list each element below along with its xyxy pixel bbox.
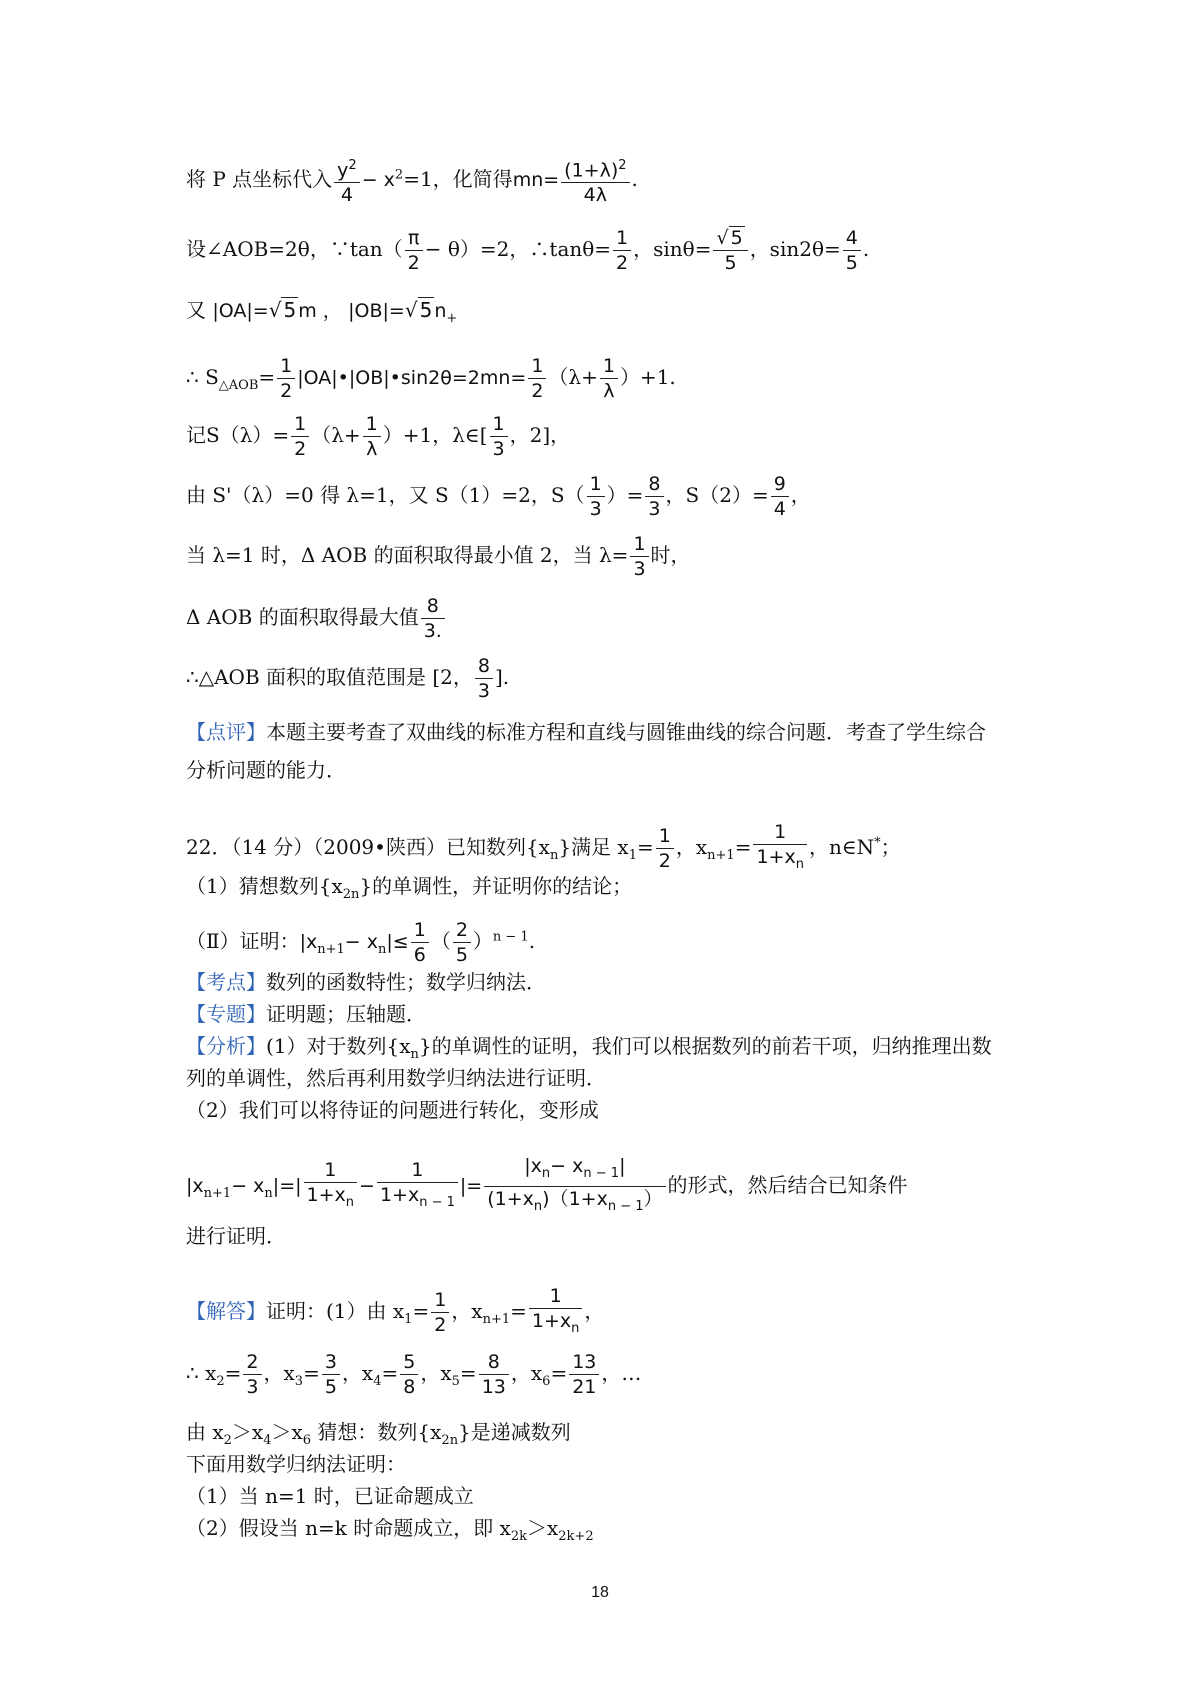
- solution-tag: 【解答】: [186, 1298, 266, 1323]
- solution-line: ∴ $x_2=$ $\frac{2}{3}$ ，$x_3=$ $\frac{3}{5}$ ，$x_4=$ $\frac{5}{8}$ ，$x_5=$ $\frac{8}{13}$ ，$x_6=$ $\frac{13}{21}$ ，…: [186, 1351, 642, 1398]
- problem-part: （Ⅱ）证明：$|x_{n+1}- x_n|\le$ $\frac{1}{6}$ （ $\frac{2}{5}$ ）$^{n - 1}$.: [186, 919, 536, 966]
- solution-line: 【解答】证明：(1）由 $x_1=$ $\frac{1}{2}$ ，$x_{n+1}=$ $\frac{1}{1+x_n}$ ，: [186, 1285, 605, 1336]
- keypoint-tag: 【考点】: [186, 970, 266, 994]
- equation-line: 记S（λ）= $\frac{1}{2}$ （λ+ $\frac{1}{\lambda}$ ）+1，λ∈[ $\frac{1}{3}$ ，2]，: [186, 413, 571, 460]
- text-line: ∴△AOB 面积的取值范围是 [2， $\frac{8}{3}$ ].: [186, 655, 510, 702]
- equation-line: ∴ $S_{\triangle AOB}=$ $\frac{1}{2}$ |OA|•|OB|•sin2θ=2mn= $\frac{1}{2}$ （λ+ $\frac{1}{\lambda}$ ）+1.: [186, 355, 676, 402]
- equation-line: $|x_{n+1}- x_n|=|$ $\frac{1}{1+x_n}$ − $\frac{1}{1+x_{n - 1}}$ |= $\frac{|x_n- x_{n - 1}|}{(1+x_n)(1+x_{n - 1})}$ 的形式，然后结合已知条件: [186, 1155, 908, 1214]
- topic-line: 【专题】证明题；压轴题．: [186, 1002, 426, 1026]
- equation-line: 设∠AOB=2θ，∵tan（ $\frac{\pi}{2}$ − θ）=2，∴tanθ= $\frac{1}{2}$ ，sinθ= $\frac{√ 5}{5}$ ，sin2θ= $\frac{4}{5}$ .: [186, 227, 870, 274]
- text-line: 当 λ=1 时，Δ AOB 的面积取得最小值 2，当 λ= $\frac{1}{3}$ 时，: [186, 533, 691, 580]
- problem-statement: 22．（14 分）（2009•陕西）已知数列$\{x_n\}$满足 $x_1=$ $\frac{1}{2}$ ，$x_{n+1}=$ $\frac{1}{1+x_n}$ ，n∈N*；: [186, 821, 901, 872]
- keypoint-line: 【考点】数列的函数特性；数学归纳法．: [186, 970, 546, 994]
- problem-part: （1）猜想数列$\{x_{2n}\}$的单调性，并证明你的结论；: [186, 874, 633, 902]
- topic-tag: 【专题】: [186, 1002, 266, 1026]
- equation-line: 又 |OA|=√ 5 m ， |OB|=√ 5 $n_+$: [186, 298, 458, 326]
- equation-line: 将 P 点坐标代入 $\frac{y^2}{4}$ − $x^2=1$，化简得mn= $\frac{(1+\lambda)^2}{4\lambda}$ .: [186, 154, 638, 207]
- comment-tag: 【点评】: [186, 720, 266, 744]
- text-line: Δ AOB 的面积取得最大值 $\frac{8}{3.}$: [186, 594, 447, 643]
- solution-line: （2）假设当 n=k 时命题成立，即 $x_{2k}>x_{2k+2}$: [186, 1516, 594, 1544]
- solution-line: 下面用数学归纳法证明：: [186, 1452, 406, 1476]
- equation-line: 由 S'（λ）=0 得 λ=1，又 S（1）=2，S（ $\frac{1}{3}$ ）= $\frac{8}{3}$ ，S（2）= $\frac{9}{4}$ ，: [186, 473, 811, 520]
- analysis-tag: 【分析】: [186, 1034, 266, 1058]
- solution-line: 由 $x_2>x_4>x_6$ 猜想：数列$\{x_{2n}\}$是递减数列: [186, 1420, 571, 1448]
- page-number: 18: [591, 1584, 609, 1601]
- comment-line: 分析问题的能力．: [186, 758, 346, 782]
- analysis-line: 列的单调性，然后再利用数学归纳法进行证明．: [186, 1066, 606, 1090]
- text-line: 进行证明．: [186, 1224, 286, 1248]
- comment-line: 【点评】本题主要考查了双曲线的标准方程和直线与圆锥曲线的综合问题．考查了学生综合: [186, 720, 986, 744]
- solution-line: （1）当 n=1 时，已证命题成立: [186, 1484, 474, 1508]
- analysis-line: （2）我们可以将待证的问题进行转化，变形成: [186, 1098, 599, 1122]
- analysis-line: 【分析】(1）对于数列$\{x_n\}$的单调性的证明，我们可以根据数列的前若干项，归纳推理出数: [186, 1034, 992, 1062]
